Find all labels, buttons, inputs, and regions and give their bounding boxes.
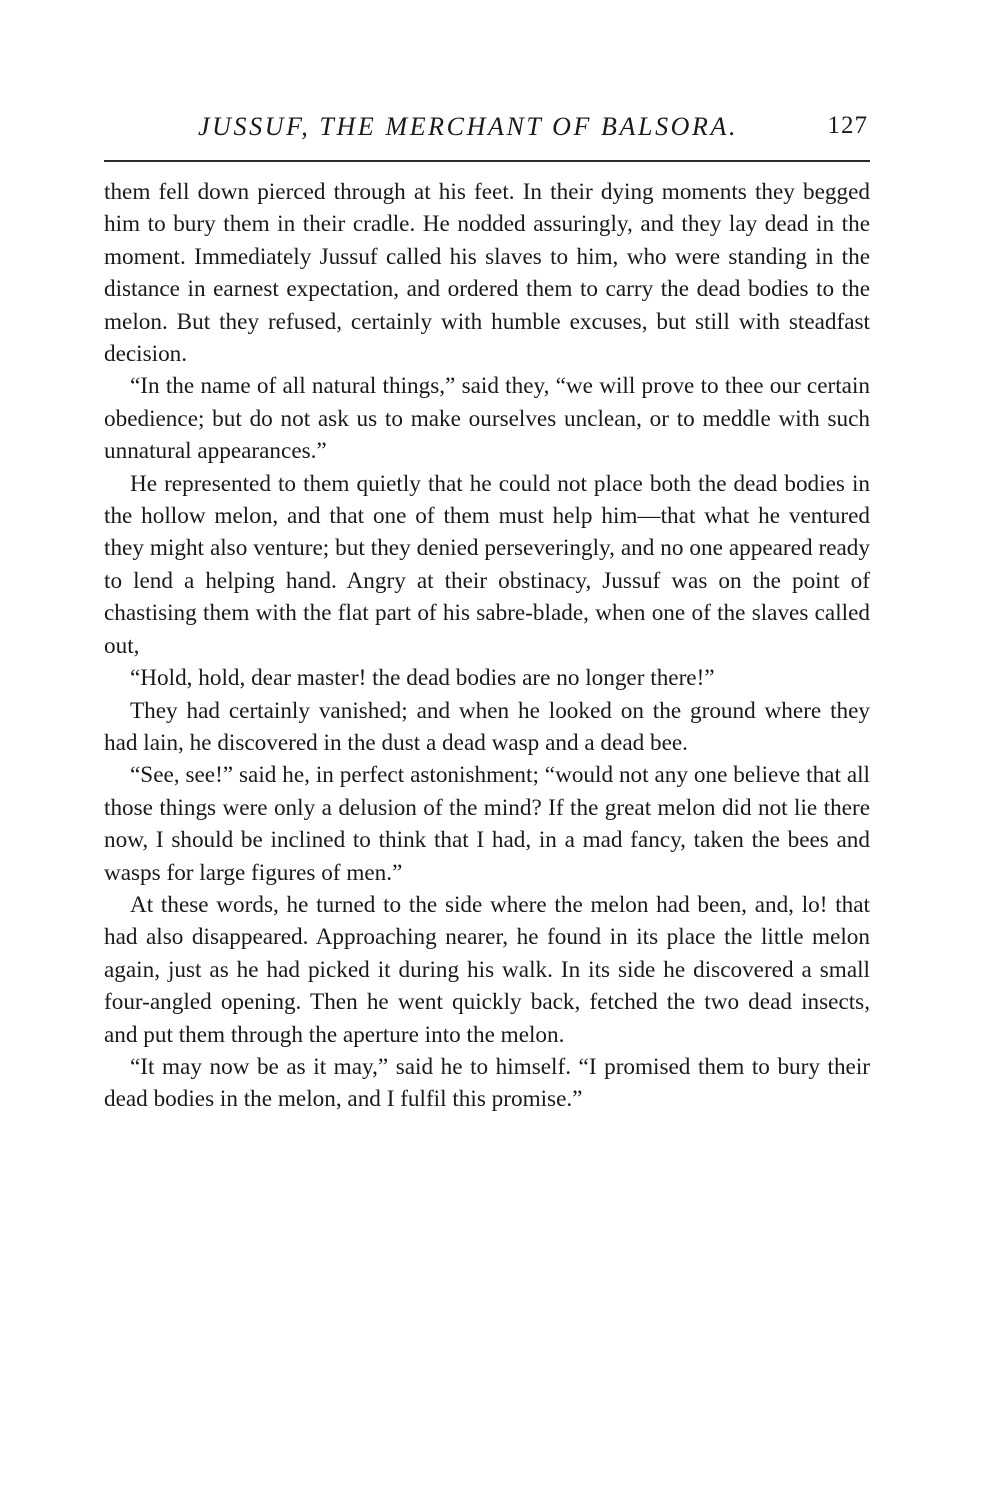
paragraph: They had certainly vanished; and when he looked on the ground where they had lain, he discovered in the dust a dead wasp and a dead bee. bbox=[104, 697, 870, 756]
running-title: JUSSUF, THE MERCHANT OF BALSORA. bbox=[198, 112, 739, 141]
running-header bbox=[104, 112, 870, 152]
paragraph: them fell down pierced through at his feet. In their dying moments they begged him to bury them in their cradle. He nodded assuringly, and they lay dead in the moment. Immediately Jussuf called his slaves to him, who were standing in the distance in earnest expectation, and ordered them to carry the dead bodies to the melon. But they refused, certainly with humble excuses, but still with steadfast decision. bbox=[104, 179, 870, 368]
paragraph: At these words, he turned to the side where the melon had been, and, lo! that had also disappeared. Approaching nearer, he found in its place the little melon again, just as he had picked it during his walk. In its side he discovered a small four-angled opening. Then he went quickly back, fetched the two dead insects, and put them through the aperture into the melon. bbox=[104, 891, 870, 1048]
paragraph: “It may now be as it may,” said he to himself. “I promised them to bury their dead bodies in the melon, and I fulfil this promise.” bbox=[104, 1053, 870, 1113]
header-rule bbox=[104, 160, 870, 162]
page-number: 127 bbox=[827, 112, 868, 139]
paragraph: “Hold, hold, dear master! the dead bodies are no longer there!” bbox=[130, 665, 715, 692]
book-page bbox=[104, 112, 870, 1116]
paragraph: He represented to them quietly that he could not place both the dead bodies in the hollow melon, and that one of them must help him—that what he ventured they might also venture; but they denied perseveringly, and no one appeared ready to lend a helping hand. Angry at their obstinacy, Jussuf was on the point of chastising them with the flat part of his sabre-blade, when one of the slaves called out, bbox=[104, 470, 870, 659]
paragraph: “In the name of all natural things,” said they, “we will prove to thee our certain obedience; but do not ask us to make ourselves unclean, or to meddle with such unnatural appearances.” bbox=[104, 373, 870, 465]
paragraph: “See, see!” said he, in perfect astonishment; “would not any one believe that all those things were only a delusion of the mind? If the great melon did not lie there now, I should be inclined to think that I had, in a mad fancy, taken the bees and wasps for large figures of men.” bbox=[104, 762, 870, 886]
body-text bbox=[104, 176, 870, 1116]
